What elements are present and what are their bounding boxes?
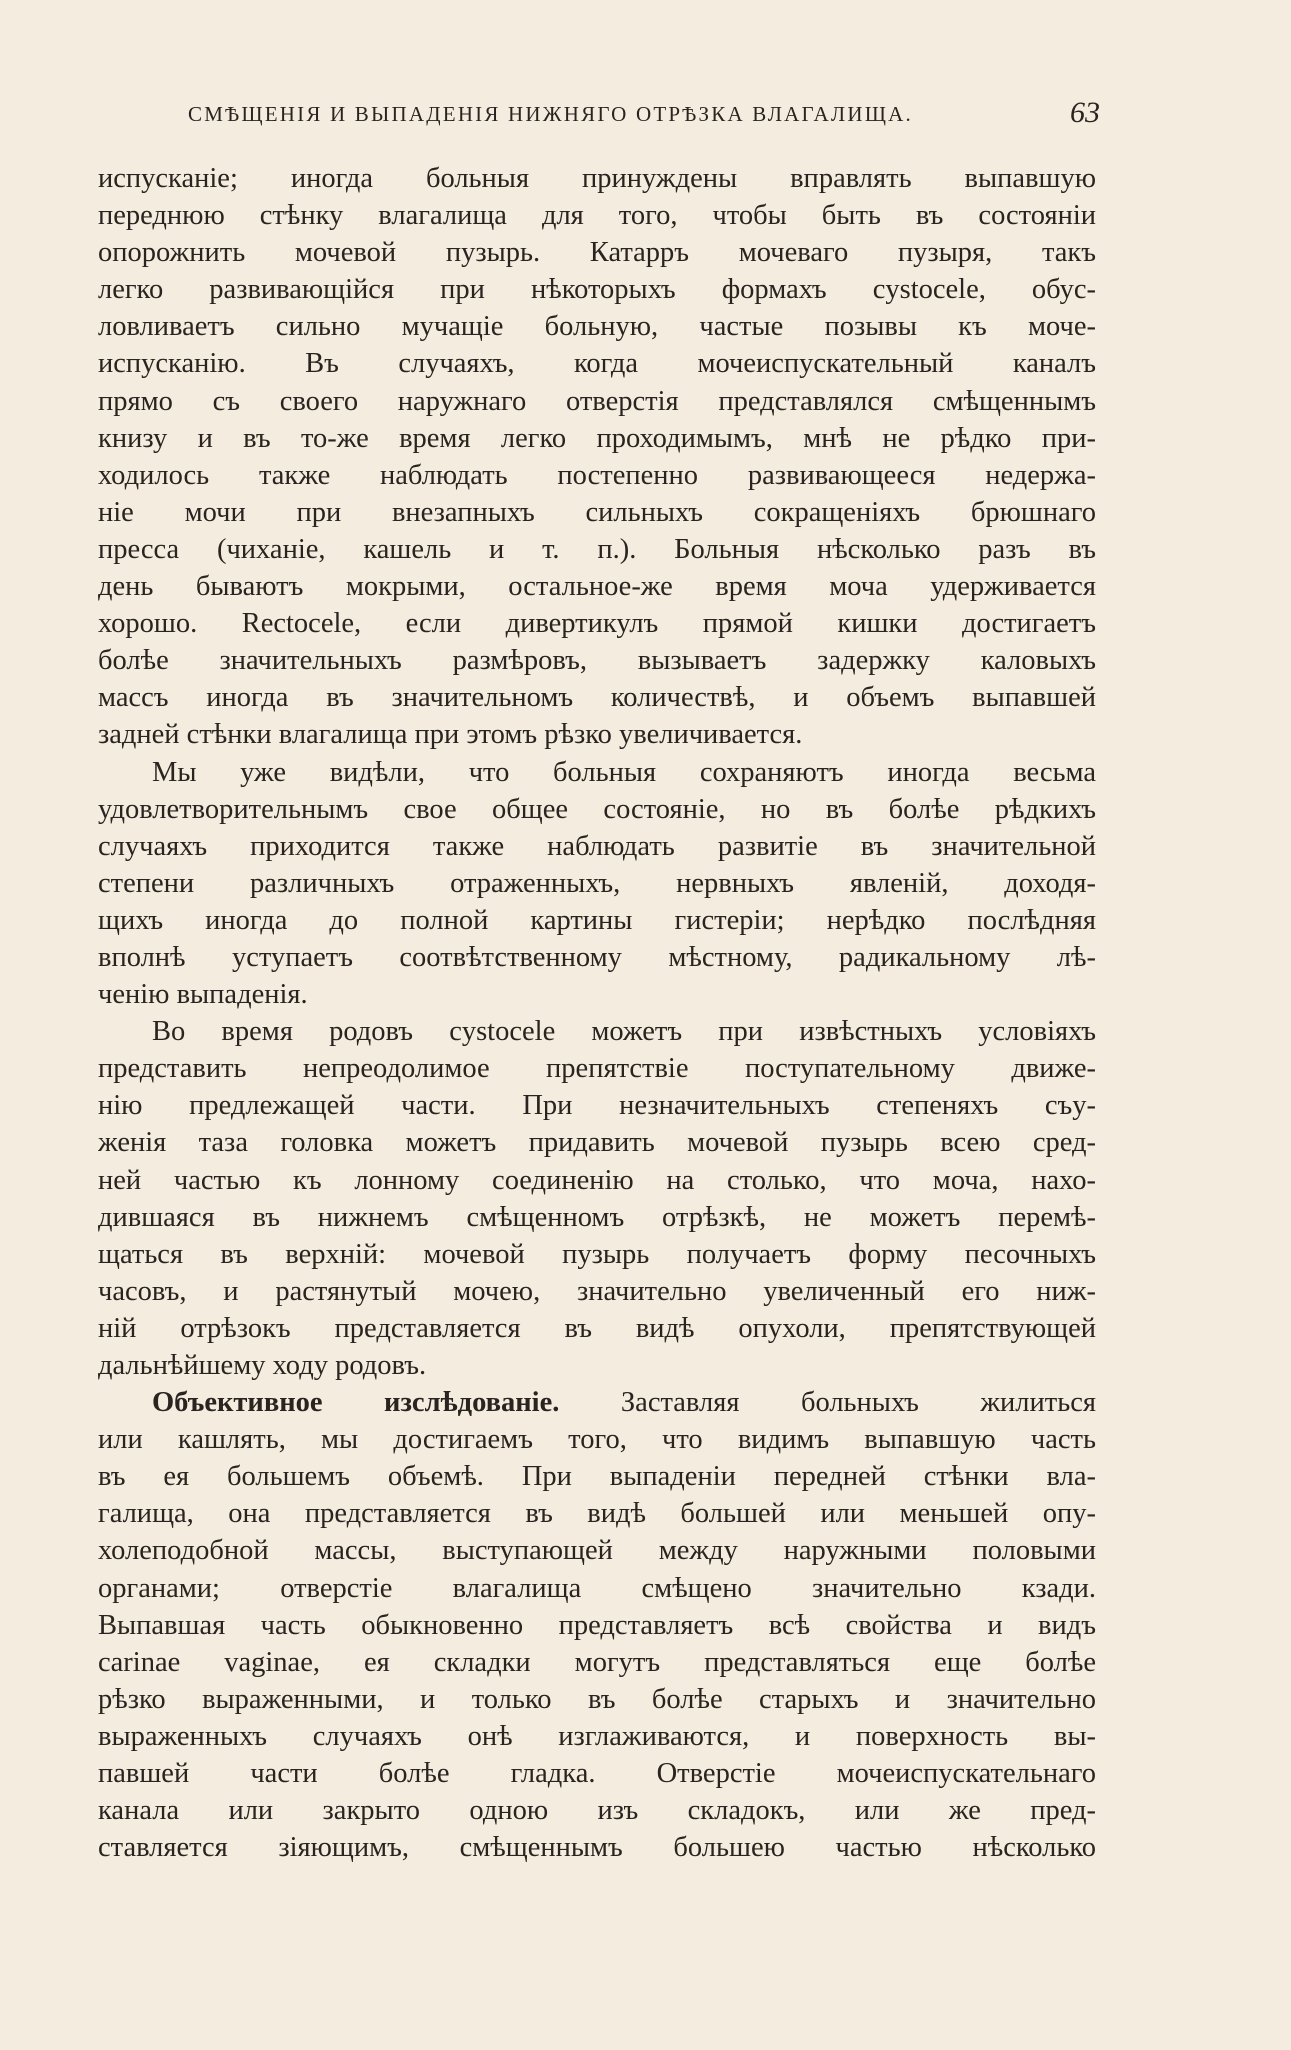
line-text: холеподобной массы, выступающей между наружными половыми — [98, 1535, 1096, 1567]
line-text: галища, она представляется въ видѣ большей или меньшей опу- — [98, 1498, 1096, 1530]
line-text: задней стѣнки влагалища при этомъ рѣзко увеличивается. — [98, 719, 803, 751]
line-text: канала или закрыто одною изъ складокъ, или же пред- — [98, 1795, 1096, 1827]
line-text: ставляется зіяющимъ, смѣщеннымъ большею частью нѣсколько — [98, 1832, 1096, 1864]
line-text: рѣзко выраженными, и только въ болѣе старыхъ и значительно — [98, 1683, 1096, 1715]
text-line — [98, 308, 1096, 345]
text-line — [98, 1013, 1096, 1050]
line-text: степени различныхъ отраженныхъ, нервныхъ явленій, доходя- — [98, 867, 1096, 899]
line-text: пресса (чиханіе, кашель и т. п.). Больныя нѣсколько разъ въ — [98, 533, 1096, 565]
text-line — [98, 902, 1096, 939]
line-text: органами; отверстіе влагалища смѣщено значительно кзади. — [98, 1572, 1096, 1604]
text-line — [98, 1384, 1096, 1421]
line-text: массъ иногда въ значительномъ количествѣ, и объемъ выпавшей — [98, 682, 1096, 714]
text-line — [98, 865, 1096, 902]
line-text: выраженныхъ случаяхъ онѣ изглаживаются, и поверхность вы- — [98, 1720, 1096, 1752]
text-line — [98, 1755, 1096, 1792]
line-text: ніе мочи при внезапныхъ сильныхъ сокращеніяхъ брюшнаго — [98, 496, 1096, 528]
text-line — [98, 1124, 1096, 1161]
line-text: вполнѣ уступаетъ соотвѣтственному мѣстному, радикальному лѣ- — [98, 941, 1096, 973]
line-text: день бываютъ мокрыми, остальное-же время моча удерживается — [98, 571, 1096, 603]
text-line — [98, 345, 1096, 382]
text-line — [98, 457, 1096, 494]
text-line — [98, 568, 1096, 605]
running-head — [100, 96, 1100, 136]
line-text: нію предлежащей части. При незначительныхъ степеняхъ съу- — [98, 1090, 1096, 1122]
line-text: Мы уже видѣли, что больныя сохраняютъ иногда весьма — [152, 756, 1096, 788]
text-line — [98, 1792, 1096, 1829]
line-text: переднюю стѣнку влагалища для того, чтобы быть въ состояніи — [98, 200, 1096, 232]
text-line — [98, 1718, 1096, 1755]
line-text: щихъ иногда до полной картины гистеріи; нерѣдко послѣдняя — [98, 904, 1096, 936]
text-line — [98, 1421, 1096, 1458]
text-line — [98, 160, 1096, 197]
line-text: женія таза головка можетъ придавить мочевой пузырь всею сред- — [98, 1127, 1096, 1159]
text-line — [98, 976, 1096, 1013]
line-text: испусканіе; иногда больныя принуждены вправлять выпавшую — [98, 163, 1096, 194]
line-text: ходилось также наблюдать постепенно развивающееся недержа- — [98, 459, 1096, 491]
text-line — [98, 1458, 1096, 1495]
line-text: представить непреодолимое препятствіе поступательному движе- — [98, 1053, 1096, 1085]
text-line — [98, 1495, 1096, 1532]
text-line — [98, 1347, 1096, 1384]
line-text: болѣе значительныхъ размѣровъ, вызываетъ задержку каловыхъ — [98, 645, 1096, 677]
text-line — [98, 1310, 1096, 1347]
text-line — [98, 494, 1096, 531]
text-line — [98, 754, 1096, 791]
text-line — [98, 420, 1096, 457]
line-text: дальнѣйшему ходу родовъ. — [98, 1350, 427, 1381]
line-text: хорошо. Rectocele, если дивертикулъ прямой кишки достигаетъ — [98, 608, 1096, 640]
text-line — [98, 828, 1096, 865]
text-line — [98, 1050, 1096, 1087]
text-line — [98, 234, 1096, 271]
line-text: ній отрѣзокъ представляется въ видѣ опухоли, препятствующей — [98, 1312, 1096, 1344]
line-text: carinae vaginae, ея складки могутъ представляться еще болѣе — [98, 1646, 1096, 1678]
text-line — [98, 1644, 1096, 1681]
line-text: щаться въ верхній: мочевой пузырь получаетъ форму песочныхъ — [98, 1238, 1096, 1270]
line-text: книзу и въ то-же время легко проходимымъ, мнѣ не рѣдко при- — [98, 422, 1096, 454]
line-text: ней частью къ лонному соединенію на столько, что моча, нахо- — [98, 1164, 1096, 1196]
text-line — [98, 1087, 1096, 1124]
line-text: дившаяся въ нижнемъ смѣщенномъ отрѣзкѣ, не можетъ перемѣ- — [98, 1201, 1096, 1233]
text-line — [98, 1570, 1096, 1607]
line-text: испусканію. Въ случаяхъ, когда мочеиспускательный каналъ — [98, 348, 1096, 380]
text-line — [98, 605, 1096, 642]
line-text: Во время родовъ cystocele можетъ при извѣстныхъ условіяхъ — [152, 1016, 1096, 1048]
page-number: 63 — [1070, 96, 1100, 129]
text-line — [98, 1607, 1096, 1644]
line-text: или кашлять, мы достигаемъ того, что видимъ выпавшую часть — [98, 1424, 1096, 1456]
text-line — [98, 716, 1096, 753]
line-text: часовъ, и растянутый мочею, значительно увеличенный его ниж- — [98, 1275, 1096, 1307]
text-line — [98, 1162, 1096, 1199]
line-text: удовлетворительнымъ свое общее состояніе, но въ болѣе рѣдкихъ — [98, 793, 1096, 825]
text-line — [98, 939, 1096, 976]
line-text: павшей части болѣе гладка. Отверстіе мочеиспускательнаго — [98, 1758, 1096, 1790]
text-line — [98, 383, 1096, 420]
line-text: Выпавшая часть обыкновенно представляетъ всѣ свойства и видъ — [98, 1609, 1096, 1641]
text-line — [98, 1236, 1096, 1273]
text-line — [98, 679, 1096, 716]
body-text — [98, 160, 1096, 1866]
line-text: прямо съ своего наружнаго отверстія представлялся смѣщеннымъ — [98, 385, 1096, 417]
section-heading: Объективное изслѣдованіе. — [152, 1387, 560, 1419]
text-line — [98, 197, 1096, 234]
line-text: ченію выпаденія. — [98, 979, 308, 1011]
line-text: въ ея большемъ объемѣ. При выпаденіи передней стѣнки вла- — [98, 1461, 1096, 1493]
text-line — [98, 1681, 1096, 1718]
text-line — [98, 1199, 1096, 1236]
line-text: ловливаетъ сильно мучащіе больную, частые позывы къ моче- — [98, 311, 1096, 343]
text-line — [98, 1829, 1096, 1866]
text-line — [98, 1273, 1096, 1310]
text-line — [98, 1532, 1096, 1569]
text-line — [98, 271, 1096, 308]
line-text: легко развивающійся при нѣкоторыхъ формахъ cystocele, обус- — [98, 274, 1096, 306]
line-text: опорожнить мочевой пузырь. Катарръ мочеваго пузыря, такъ — [98, 237, 1096, 269]
line-text: Заставляя больныхъ жилиться — [559, 1387, 1096, 1419]
running-title: СМѢЩЕНІЯ И ВЫПАДЕНІЯ НИЖНЯГО ОТРѢЗКА ВЛАГАЛИЩА. — [188, 102, 913, 126]
text-line — [98, 642, 1096, 679]
line-text: случаяхъ приходится также наблюдать развитіе въ значительной — [98, 830, 1096, 862]
text-line — [98, 791, 1096, 828]
text-line — [98, 531, 1096, 568]
